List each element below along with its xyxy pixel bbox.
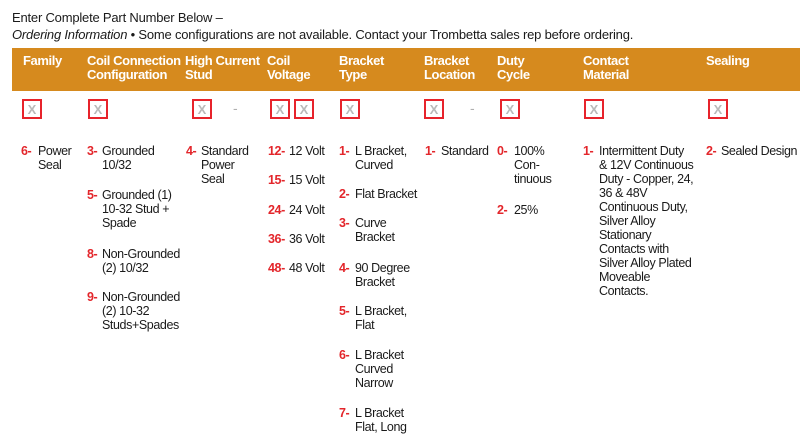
- option-code: 48-: [268, 261, 285, 275]
- option-text: 100% Con- tinuous: [514, 144, 552, 186]
- bracket-location-option: [425, 144, 489, 158]
- bracket-type-option: [339, 144, 407, 172]
- option-text: 24 Volt: [289, 203, 325, 217]
- option-code: 2-: [497, 203, 508, 217]
- coil-voltage-option: [268, 232, 324, 246]
- coil-voltage-option: [268, 144, 324, 158]
- ordering-information-label: Ordering Information: [12, 27, 128, 42]
- option-text: Sealed Design: [721, 144, 798, 158]
- option-code: 4-: [186, 144, 197, 158]
- option-code: 6-: [339, 348, 350, 362]
- option-code: 3-: [339, 216, 350, 230]
- duty-cycle-option: [497, 144, 552, 186]
- header-contact-material: Contact Material: [583, 53, 629, 82]
- header-family: Family: [23, 53, 62, 68]
- sealing-placeholder-box: X: [708, 99, 728, 119]
- column-header-bar: [12, 48, 800, 91]
- option-text: 90 Degree Bracket: [355, 261, 410, 289]
- header-high-current-stud: High Current Stud: [185, 53, 260, 82]
- bracket-type-placeholder-box: X: [340, 99, 360, 119]
- bracket-type-option: [339, 216, 395, 244]
- option-text: Standard Power Seal: [201, 144, 249, 186]
- option-code: 6-: [21, 144, 32, 158]
- coil-voltage-placeholder-box-2: X: [294, 99, 314, 119]
- coil-voltage-option: [268, 203, 324, 217]
- option-text: Non-Grounded (2) 10-32 Studs+Spades: [102, 290, 180, 332]
- coil-connection-placeholder-box: X: [88, 99, 108, 119]
- option-code: 7-: [339, 406, 350, 420]
- coil-voltage-option: [268, 173, 324, 187]
- option-text: Intermittent Duty & 12V Continuous Duty - Copper, 24, 36 & 48V Continuous Duty, Silver Alloy Stationary Contacts with Silver Alloy Plated Moveable Contacts.: [599, 144, 694, 298]
- option-text: Power Seal: [38, 144, 72, 172]
- option-text: L Bracket, Flat: [355, 304, 407, 332]
- coil-connection-option: [87, 290, 180, 332]
- option-code: 2-: [339, 187, 350, 201]
- contact-material-option: [583, 144, 693, 298]
- option-text: Grounded 10/32: [102, 144, 155, 172]
- option-text: 36 Volt: [289, 232, 325, 246]
- option-text: 48 Volt: [289, 261, 325, 275]
- option-code: 1-: [583, 144, 594, 158]
- sealing-option: [706, 144, 797, 158]
- header-sealing: Sealing: [706, 53, 750, 68]
- header-coil-connection: Coil Connection Configuration: [87, 53, 181, 82]
- separator-dash: -: [233, 100, 238, 116]
- high-current-option: [186, 144, 249, 186]
- bracket-type-option: [339, 406, 407, 434]
- coil-voltage-placeholder-box-1: X: [270, 99, 290, 119]
- option-text: L Bracket, Curved: [355, 144, 407, 172]
- option-code: 1-: [339, 144, 350, 158]
- contact-material-placeholder-box: X: [584, 99, 604, 119]
- high-current-placeholder-box: X: [192, 99, 212, 119]
- option-text: L Bracket Flat, Long: [355, 406, 407, 434]
- option-text: L Bracket Curved Narrow: [355, 348, 404, 390]
- option-text: Grounded (1) 10-32 Stud + Spade: [102, 188, 172, 230]
- option-code: 9-: [87, 290, 98, 304]
- family-option: [21, 144, 71, 172]
- bracket-type-option: [339, 304, 407, 332]
- header-bracket-location: Bracket Location: [424, 53, 475, 82]
- bracket-type-option: [339, 348, 404, 390]
- option-code: 4-: [339, 261, 350, 275]
- option-text: 15 Volt: [289, 173, 325, 187]
- bracket-location-placeholder-box: X: [424, 99, 444, 119]
- coil-connection-option: [87, 247, 180, 275]
- intro-line-1: Enter Complete Part Number Below –: [12, 10, 223, 25]
- option-code: 3-: [87, 144, 98, 158]
- option-code: 8-: [87, 247, 98, 261]
- duty-cycle-option: [497, 203, 538, 217]
- coil-connection-option: [87, 144, 154, 172]
- option-code: 2-: [706, 144, 717, 158]
- coil-connection-option: [87, 188, 172, 230]
- option-text: Flat Bracket: [355, 187, 417, 201]
- option-code: 15-: [268, 173, 285, 187]
- bracket-type-option: [339, 261, 410, 289]
- intro-line-2: [12, 27, 633, 43]
- option-text: 25%: [514, 203, 538, 217]
- option-code: 0-: [497, 144, 508, 158]
- family-placeholder-box: X: [22, 99, 42, 119]
- bracket-type-option: [339, 187, 417, 201]
- option-code: 24-: [268, 203, 285, 217]
- option-text: 12 Volt: [289, 144, 325, 158]
- coil-voltage-option: [268, 261, 324, 275]
- option-text: Standard: [441, 144, 489, 158]
- header-bracket-type: Bracket Type: [339, 53, 384, 82]
- option-code: 1-: [425, 144, 436, 158]
- option-code: 5-: [87, 188, 98, 202]
- header-duty-cycle: Duty Cycle: [497, 53, 530, 82]
- option-text: Non-Grounded (2) 10/32: [102, 247, 180, 275]
- duty-cycle-placeholder-box: X: [500, 99, 520, 119]
- intro-text: [12, 10, 633, 43]
- option-code: 36-: [268, 232, 285, 246]
- ordering-note: • Some configurations are not available. Contact your Trombetta sales rep before ordering.: [127, 27, 634, 42]
- option-text: Curve Bracket: [355, 216, 395, 244]
- option-code: 5-: [339, 304, 350, 318]
- option-code: 12-: [268, 144, 285, 158]
- separator-dash: -: [470, 100, 475, 116]
- header-coil-voltage: Coil Voltage: [267, 53, 311, 82]
